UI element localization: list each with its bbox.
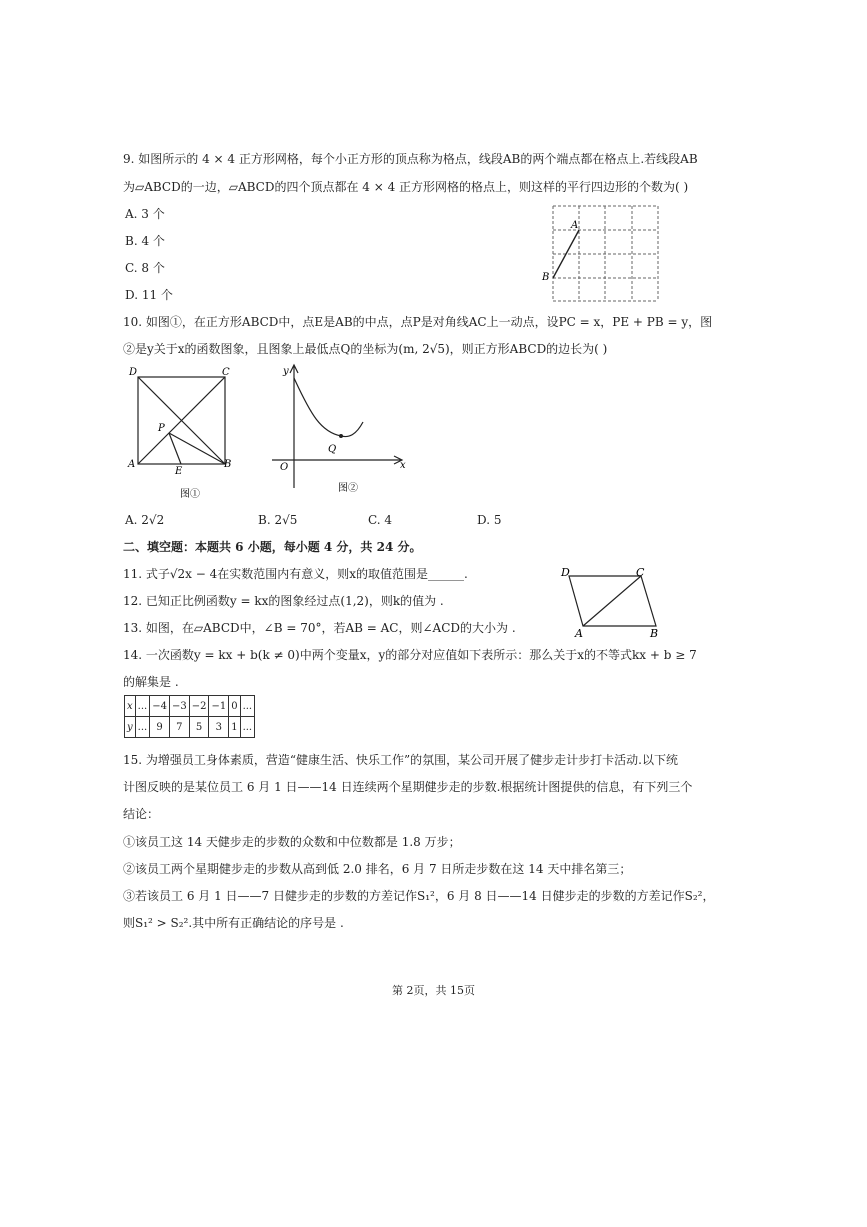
q10-figure-2 (266, 360, 416, 500)
table-cell: ... (240, 717, 255, 738)
q9-line2: 为▱ABCD的一边，▱ABCD的四个顶点都在 4 × 4 正方形网格的格点上，则这样的平行四边形的个数为( ) (123, 180, 689, 194)
q15-line7: 则S₁² > S₂².其中所有正确结论的序号是 . (123, 916, 344, 930)
fig2-label-q: Q (328, 444, 337, 455)
q15-line3: 结论： (123, 807, 160, 821)
q12-text: 12. 已知正比例函数y = kx的图象经过点(1,2)，则k的值为 . (123, 594, 444, 608)
q14-line2: 的解集是 . (123, 675, 179, 689)
table-row (125, 696, 255, 717)
table-cell: ... (135, 696, 150, 717)
q9-option-d: D. 11 个 (125, 288, 173, 302)
q13-label-a: A (575, 627, 583, 640)
table-cell: 0 (229, 696, 240, 717)
q13-label-c: C (636, 566, 645, 579)
table-cell: −4 (150, 696, 170, 717)
q15-line2: 计图反映的是某位员工 6 月 1 日——14 日连续两个星期健步走的步数.根据统计图提供的信息，有下列三个 (123, 780, 693, 794)
table-cell: 7 (169, 717, 189, 738)
label-b: B (542, 272, 550, 283)
fig2-label-y: y (283, 366, 289, 377)
label-a: A (571, 220, 579, 231)
q10-line2: ②是y关于x的函数图象，且图象上最低点Q的坐标为(m, 2√5)，则正方形ABCD的边长为( ) (123, 342, 608, 356)
fig1-label-e: E (175, 466, 183, 477)
q9-option-a: A. 3 个 (125, 207, 165, 221)
q15-statement-1: ①该员工这 14 天健步走的步数的众数和中位数都是 1.8 万步； (123, 835, 461, 849)
table-cell: −3 (169, 696, 189, 717)
fig1-label-a: A (128, 459, 136, 470)
table-cell: 5 (189, 717, 209, 738)
q9-option-b: B. 4 个 (125, 234, 165, 248)
table-row (125, 717, 255, 738)
point-q (339, 434, 343, 438)
q10-option-c: C. 4 (368, 513, 393, 527)
q9-option-c: C. 8 个 (125, 261, 165, 275)
q11-text: 11. 式子√2x − 4在实数范围内有意义，则x的取值范围是______. (123, 567, 468, 581)
fig2-label-o: O (280, 462, 289, 473)
table-cell: x (125, 696, 136, 717)
fig1-label-c: C (222, 367, 230, 378)
table-cell: ... (240, 696, 255, 717)
q13-label-d: D (561, 566, 570, 579)
fig1-caption: 图① (180, 489, 200, 500)
fig1-label-d: D (129, 367, 138, 378)
q14-value-table (124, 695, 255, 738)
table-cell: 9 (150, 717, 170, 738)
table-cell: y (125, 717, 136, 738)
q9-line1: 9. 如图所示的 4 × 4 正方形网格，每个小正方形的顶点称为格点，线段AB的两个端点都在格点上.若线段AB (123, 152, 698, 166)
q10-option-d: D. 5 (477, 513, 502, 527)
fig1-label-b: B (224, 459, 232, 470)
q15-line1: 15. 为增强员工身体素质，营造“健康生活、快乐工作”的氛围，某公司开展了健步走计步打卡活动.以下统 (123, 753, 678, 767)
q14-line1: 14. 一次函数y = kx + b(k ≠ 0)中两个变量x，y的部分对应值如下表所示：那么关于x的不等式kx + b ≥ 7 (123, 648, 697, 662)
page-footer: 第 2页，共 15页 (392, 984, 475, 997)
q15-statement-3: ③若该员工 6 月 1 日——7 日健步走的步数的方差记作S₁²，6 月 8 日——14 日健步走的步数的方差记作S₂²， (123, 889, 715, 903)
table-cell: 3 (209, 717, 229, 738)
q13-label-b: B (650, 627, 659, 640)
q13-parallelogram-figure (556, 562, 676, 644)
fig2-caption: 图② (338, 483, 358, 494)
q10-figure-1 (124, 363, 244, 503)
fig1-label-p: P (158, 423, 165, 434)
fig2-label-x: x (400, 460, 406, 471)
table-cell: ... (135, 717, 150, 738)
table-cell: −1 (209, 696, 229, 717)
q15-statement-2: ②该员工两个星期健步走的步数从高到低 2.0 排名，6 月 7 日所走步数在这 14 天中排名第三； (123, 862, 632, 876)
section-fill-in-title: 二、填空题：本题共 6 小题，每小题 4 分，共 24 分。 (123, 540, 422, 554)
table-cell: −2 (189, 696, 209, 717)
q13-text: 13. 如图，在▱ABCD中，∠B = 70°，若AB = AC，则∠ACD的大小为 . (123, 621, 516, 635)
q10-option-b: B. 2√5 (258, 513, 298, 527)
q9-grid-figure (538, 198, 668, 308)
q10-option-a: A. 2√2 (125, 513, 165, 527)
q10-line1: 10. 如图①，在正方形ABCD中，点E是AB的中点，点P是对角线AC上一动点，设PC = x，PE + PB = y，图 (123, 315, 713, 329)
table-cell: 1 (229, 717, 240, 738)
